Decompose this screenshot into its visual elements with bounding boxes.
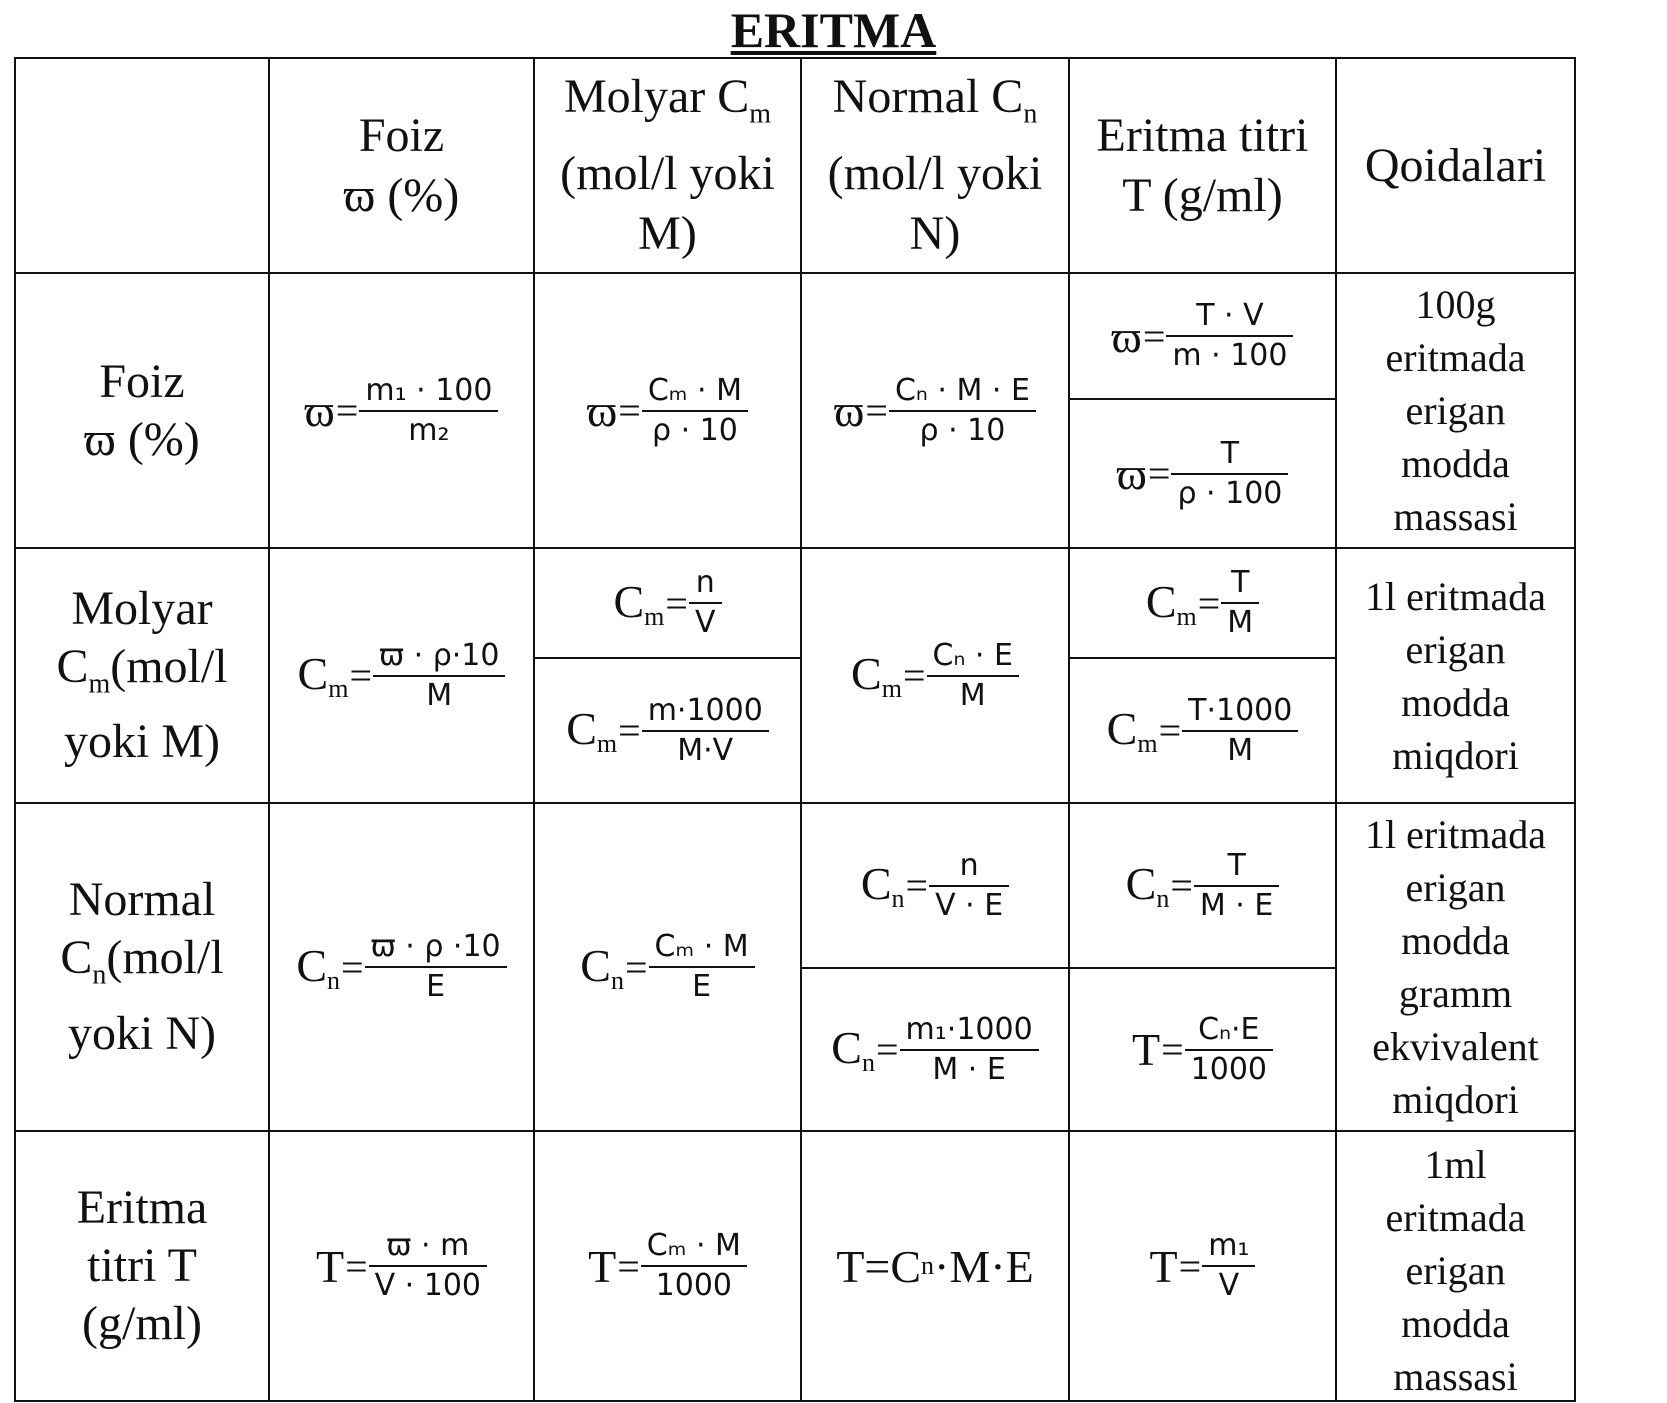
rule-titr: 1ml eritmada erigan modda massasi: [1335, 1130, 1576, 1402]
col-header-titr: Eritma titri T (g/ml): [1068, 57, 1337, 274]
row-header-molyar: Molyar $C_m(mol/l$ yoki M): [14, 547, 270, 804]
formula-molyar-foiz: $C_m$ = $\frac{ϖ \cdot \rho\cdot 10}{M}$: [268, 547, 535, 804]
rule-normal: 1l eritmada erigan modda gramm ekvivalent miqdori: [1335, 802, 1576, 1132]
formula-normal-titr-a: $C_n$ = $\frac{T}{M \cdot E}$: [1068, 802, 1337, 969]
row-header-normal: Normal $C_n(mol/l$ yoki N): [14, 802, 270, 1132]
row-header-foiz: Foiz ϖ (%): [14, 272, 270, 549]
formula-molyar-titr-b: $C_m$ = $\frac{T\cdot 1000}{M}$: [1068, 657, 1337, 804]
formula-foiz-molyar: ϖ = $\frac{\text{Cₘ · M}}{\rho \cdot 10}$: [533, 272, 802, 549]
col-header-molyar: Molyar $C_m$ (mol/l yoki M): [533, 57, 802, 274]
formula-molyar-normal: $C_m$ = $\frac{\text{Cₙ · E}}{M}$: [800, 547, 1070, 804]
formula-foiz-foiz: ϖ = $\frac{\text{m₁ · 100}}{\text{m₂}}$: [268, 272, 535, 549]
formula-foiz-normal: ϖ = $\frac{\text{Cₙ · M · E}}{\rho \cdot 10}$: [800, 272, 1070, 549]
page-title: ERITMA: [730, 2, 937, 58]
formula-titr-foiz: T = $\frac{ϖ \cdot m}{V \cdot 100}$: [268, 1130, 535, 1402]
formula-molyar-titr-a: $C_m$ = $\frac{T}{M}$: [1068, 547, 1337, 659]
formula-normal-molyar: $C_n$ = $\frac{\text{Cₘ · M}}{E}$: [533, 802, 802, 1132]
formula-titr-normal: T=C n ·M·E: [800, 1130, 1070, 1402]
formula-normal-normal-a: $C_n$ = $\frac{n}{V \cdot E}$: [800, 802, 1070, 969]
formula-molyar-molyar-b: $C_m$ = $\frac{m\cdot 1000}{M\cdot V}$: [533, 657, 802, 804]
formula-titr-titr: T = $\frac{\text{m₁}}{V}$: [1068, 1130, 1337, 1402]
col-header-normal: Normal $C_n$ (mol/l yoki N): [800, 57, 1070, 274]
formula-foiz-titr-b: ϖ = $\frac{T}{\rho \cdot 100}$: [1068, 398, 1337, 549]
formula-molyar-molyar-a: $C_m$ = $\frac{n}{V}$: [533, 547, 802, 659]
formula-foiz-titr-a: ϖ = $\frac{T \cdot V}{m \cdot 100}$: [1068, 272, 1337, 400]
formula-normal-normal-b: $C_n$ = $\frac{\text{m₁·1000}}{M \cdot E}$: [800, 967, 1070, 1132]
corner-cell: [14, 57, 270, 274]
row-header-titr: Eritma titri T (g/ml): [14, 1130, 270, 1402]
rule-molyar: 1l eritmada erigan modda miqdori: [1335, 547, 1576, 804]
formula-titr-molyar: T = $\frac{\text{Cₘ · M}}{1000}$: [533, 1130, 802, 1402]
col-header-foiz: Foiz ϖ (%): [268, 57, 535, 274]
formula-normal-foiz: $C_n$ = $\frac{ϖ \cdot \rho \cdot 10}{E}$: [268, 802, 535, 1132]
formula-normal-titr-b: T = $\frac{\text{Cₙ·E}}{1000}$: [1068, 967, 1337, 1132]
rule-foiz: 100g eritmada erigan modda massasi: [1335, 272, 1576, 549]
concentration-table: [14, 57, 1656, 1402]
col-header-qoidalari: Qoidalari: [1335, 57, 1576, 274]
